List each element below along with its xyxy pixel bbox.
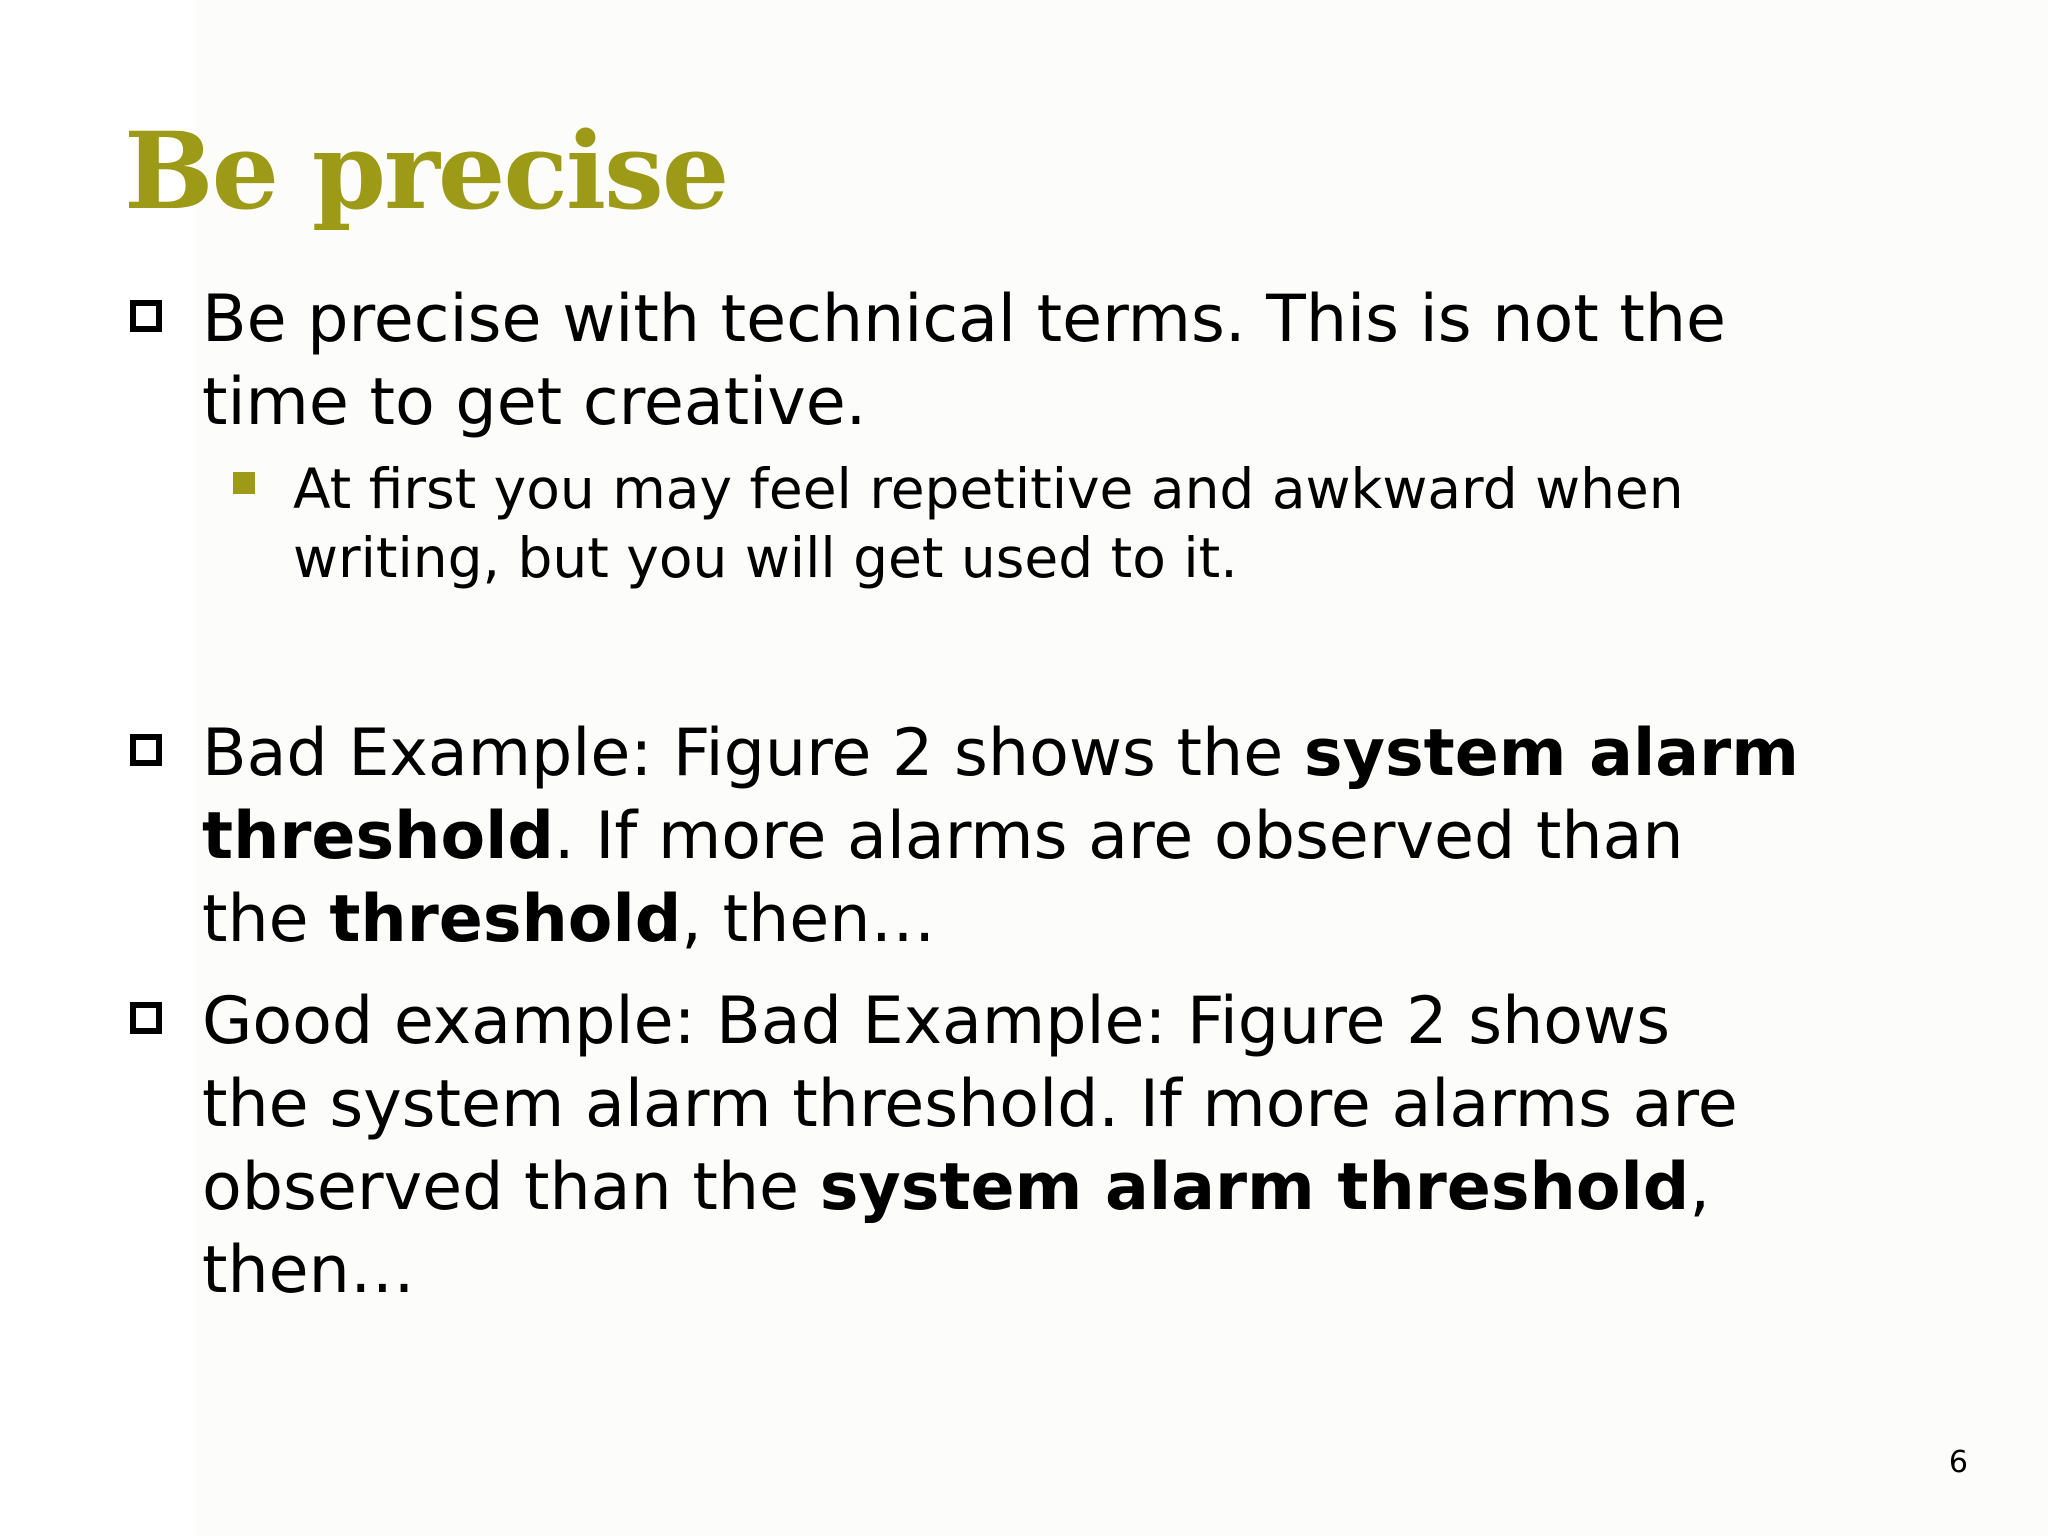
text-run: the (202, 882, 330, 957)
text-run: , (1689, 1150, 1710, 1225)
text-line: Be precise with technical terms. This is not the (202, 282, 1727, 357)
bold-term: threshold (202, 799, 554, 874)
text-run: Bad Example: Figure 2 shows the (202, 716, 1304, 791)
text-line: writing, but you will get used to it. (293, 526, 1238, 590)
text-line: then… (202, 1233, 415, 1308)
text-line (202, 795, 2048, 878)
text-line (202, 712, 2048, 795)
bullet-text (202, 980, 2048, 1312)
hollow-square-bullet-icon (130, 300, 162, 332)
bullet-text (202, 712, 2048, 961)
sub-bullet-text (293, 455, 1993, 593)
filled-square-bullet-icon (233, 472, 255, 494)
text-run: , then… (681, 882, 936, 957)
bold-term: system alarm (1303, 716, 1799, 791)
page-number: 6 (1948, 1445, 1968, 1480)
text-line (202, 878, 2048, 961)
text-line: the system alarm threshold. If more alarms are (202, 1067, 1738, 1142)
text-line (202, 1146, 2048, 1229)
text-line: Good example: Bad Example: Figure 2 shows (202, 984, 1671, 1059)
bold-term: system alarm threshold (819, 1150, 1690, 1225)
bullet-text (202, 278, 2048, 444)
slide-title: Be precise (124, 108, 728, 233)
text-line: time to get creative. (202, 365, 867, 440)
text-run: observed than the (202, 1150, 820, 1225)
text-run: . If more alarms are observed than (553, 799, 1684, 874)
hollow-square-bullet-icon (130, 734, 162, 766)
text-line: At first you may feel repetitive and awkward when (293, 457, 1684, 521)
hollow-square-bullet-icon (130, 1002, 162, 1034)
bold-term: threshold (329, 882, 682, 957)
